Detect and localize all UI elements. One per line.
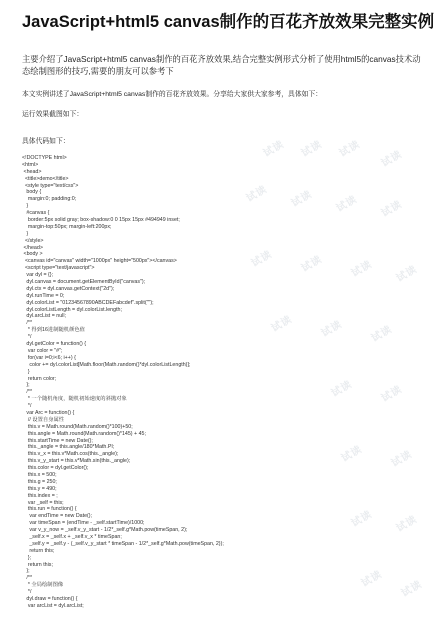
- code-line: this.x = 500;: [22, 471, 57, 478]
- code-line: */: [22, 403, 32, 410]
- code-line: this.y = 490;: [22, 485, 57, 492]
- code-line: var _self = this;: [22, 499, 64, 506]
- code-line: var color = "#";: [22, 347, 63, 354]
- watermark: 试读: [244, 183, 270, 205]
- watermark: 试读: [359, 568, 385, 590]
- code-line: this.color = dyl.getColor();: [22, 465, 89, 472]
- code-line: margin:0; padding:0;: [22, 196, 77, 203]
- code-line: };: [22, 382, 30, 389]
- code-line: dyl.canvas = document.getElementById("canvas");: [22, 279, 146, 286]
- watermark: 试读: [379, 198, 405, 220]
- code-line: <script type="text/javascript">: [22, 265, 95, 272]
- code-line: };: [22, 568, 30, 575]
- watermark: 试读: [379, 383, 405, 405]
- code-line: var timeSpan = (endTime - _self.startTime)/1000;: [22, 520, 145, 527]
- code-line: dyl.colorListLength = dyl.colorList.length;: [22, 306, 122, 313]
- article: [22, 12, 435, 610]
- code-line: }: [22, 368, 30, 375]
- code-line: dyl.arcList = null;: [22, 313, 67, 320]
- watermark: 试读: [389, 448, 415, 470]
- code-line: this.v_x = this.v*Math.cos(this._angle);: [22, 451, 119, 458]
- code-line: <html>: [22, 161, 39, 168]
- code-line: </head>: [22, 244, 43, 251]
- code-line: var Arc = function() {: [22, 409, 75, 416]
- code-line: _self.y = _self.y - (_self.v_y_start * timeSpan - 1/2*_self.g*Math.pow(timeSpan, 2));: [22, 540, 224, 547]
- code-line: <title>demo</title>: [22, 175, 69, 182]
- watermark: 试读: [261, 138, 287, 160]
- code-line: return this;: [22, 547, 55, 554]
- code-block: [22, 155, 422, 610]
- code-line: };: [22, 554, 32, 561]
- watermark: 试读: [299, 138, 325, 160]
- article-title: JavaScript+html5 canvas制作的百花齐放效果完整实例: [22, 13, 435, 31]
- code-line: this.g = 250;: [22, 478, 57, 485]
- code-line: */: [22, 589, 32, 596]
- code-line: <canvas id="canvas" width="1000px" height="500px"></canvas>: [22, 258, 177, 265]
- watermark: 试读: [394, 263, 420, 285]
- watermark: 试读: [319, 318, 345, 340]
- watermark: 试读: [334, 193, 360, 215]
- code-line: * 得到16进制随机颜色值: [22, 327, 85, 334]
- code-line: color += dyl.colorList[Math.floor(Math.random()*dyl.colorListLength)];: [22, 361, 191, 368]
- code-line: this.run = function() {: [22, 506, 77, 513]
- code-line: dyl.runTime = 0;: [22, 292, 65, 299]
- code-line: dyl.colorList = "01234567890ABCDEFabcdef".split("");: [22, 299, 154, 306]
- code-line: dyl.getColor = function() {: [22, 341, 87, 348]
- code-line: body {: [22, 189, 42, 196]
- code-line: this.v = Math.round(Math.random()*100)+50;: [22, 423, 133, 430]
- code-line: this._angle = this.angle/180*Math.PI;: [22, 444, 115, 451]
- code-line: <head>: [22, 168, 42, 175]
- watermark: 试读: [349, 258, 375, 280]
- watermark: 试读: [337, 138, 363, 160]
- article-summary: 主要介绍了JavaScript+html5 canvas制作的百花齐放效果,结合完整实例形式分析了使用html5的canvas技术动态绘制图形的技巧,需要的朋友可以参考下: [22, 54, 421, 76]
- code-line: margin-top:50px; margin-left:200px;: [22, 223, 112, 230]
- code-line: dyl.draw = function() {: [22, 596, 78, 602]
- watermark: 试读: [379, 148, 405, 170]
- code-line: var arcList = dyl.arcList;: [22, 602, 84, 609]
- code-line: * 全局绘制图像: [22, 582, 64, 589]
- code-line: for(var i=0;i<6; i++) {: [22, 354, 76, 361]
- effect-heading: 运行效果截图如下：: [22, 111, 84, 118]
- watermark: 试读: [369, 323, 395, 345]
- watermark: 试读: [349, 508, 375, 530]
- code-line: var dyl = {};: [22, 272, 54, 279]
- code-line: this.index = ;: [22, 492, 58, 499]
- code-line: /**: [22, 575, 33, 582]
- watermark: 试读: [289, 188, 315, 210]
- code-line: <style type="text/css">: [22, 182, 79, 189]
- code-line: border:5px solid gray; box-shadow:0 0 15px 15px #494949 inset;: [22, 217, 180, 224]
- code-line: return this;: [22, 561, 53, 568]
- code-line: var endTime = new Date();: [22, 513, 93, 520]
- code-line: _self.x = _self.x + _self.v_x * timeSpan;: [22, 533, 122, 540]
- code-line: var v_y_now = _self.v_y_start - 1/2*_self.g*Math.pow(timeSpan, 2);: [22, 527, 188, 534]
- watermark: 试读: [399, 578, 425, 600]
- code-line: this.angle = Math.round(Math.random()*145) + 45;: [22, 430, 146, 437]
- code-line: dyl.ctx = dyl.canvas.getContext("2d");: [22, 285, 115, 292]
- watermark: 试读: [329, 378, 355, 400]
- code-line: </style>: [22, 237, 44, 244]
- watermark: 试读: [249, 248, 275, 270]
- code-line: }: [22, 230, 29, 237]
- code-line: <body >: [22, 251, 43, 258]
- code-line: return color;: [22, 375, 57, 382]
- code-heading: 具体代码如下：: [22, 138, 70, 145]
- code-line: /**: [22, 389, 33, 396]
- watermark: 试读: [299, 253, 325, 275]
- code-line: */: [22, 334, 32, 341]
- code-line: // 设置自身属性: [22, 416, 65, 423]
- watermark: 试读: [339, 443, 365, 465]
- watermark: 试读: [394, 513, 420, 535]
- watermark: 试读: [269, 313, 295, 335]
- code-line: /**: [22, 320, 33, 327]
- code-line: this.startTime = new Date();: [22, 437, 93, 444]
- code-line: <!DOCTYPE html>: [22, 155, 67, 161]
- code-line: #canvas {: [22, 210, 50, 217]
- code-line: }: [22, 203, 29, 210]
- code-line: * 一个随机角度，随机初始速度的斜抛对象: [22, 396, 127, 403]
- code-line: this.v_y_start = this.v*Math.sin(this._angle);: [22, 458, 131, 465]
- intro-paragraph: 本文实例讲述了JavaScript+html5 canvas制作的百花齐放效果。分享给大家供大家参考，具体如下：: [22, 91, 323, 98]
